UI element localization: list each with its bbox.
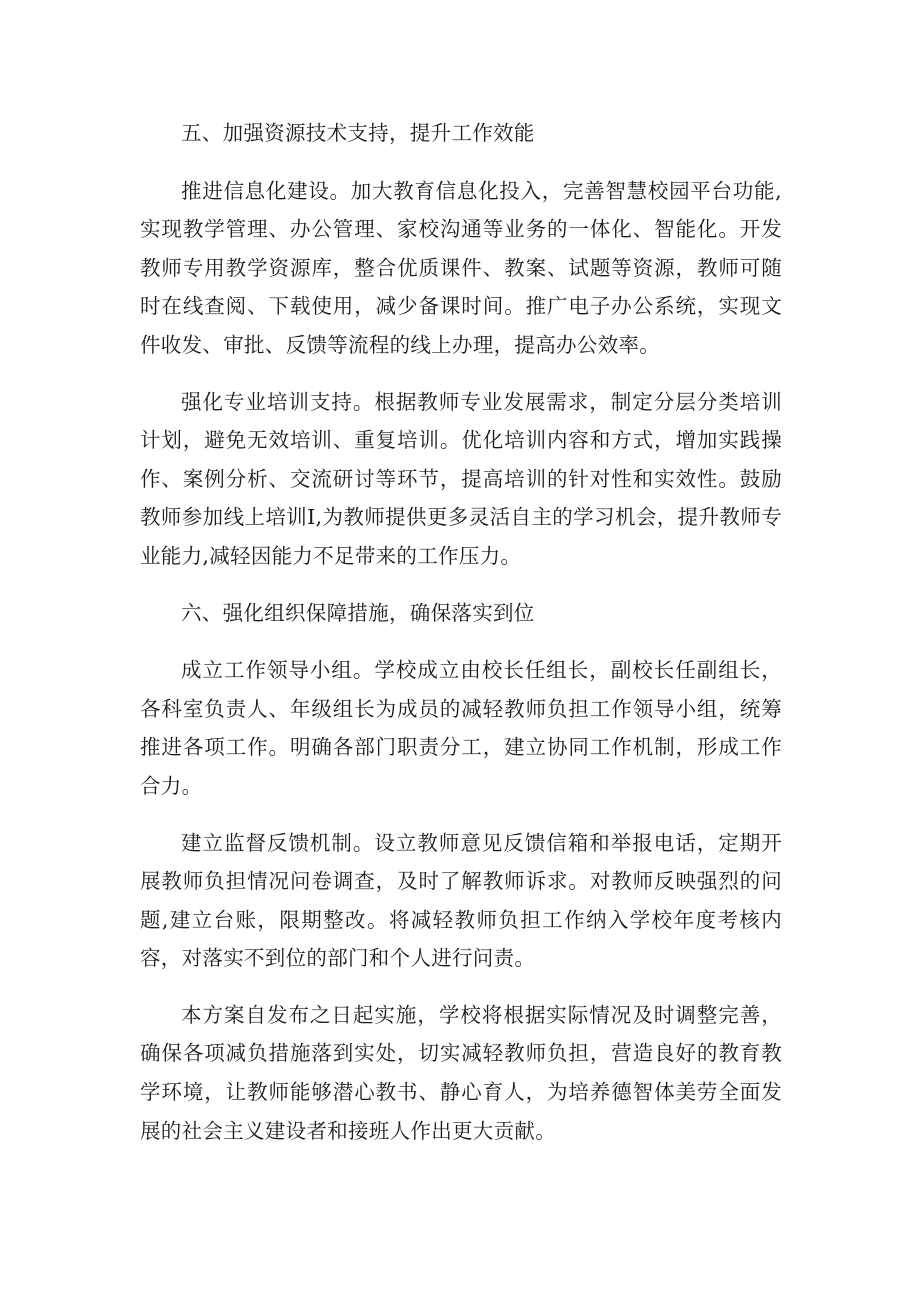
section-heading-6: 六、强化组织保障措施，确保落实到位: [181, 600, 535, 625]
paragraph-informatization: 推进信息化建设。加大教育信息化投入，完善智慧校园平台功能,实现教学管理、办公管理、家校沟通等业务的一体化、智能化。开发教师专用教学资源库，整合优质课件、教案、试题等资源，教师可随时在线查阅、下载使用，减少备课时间。推广电子办公系统，实现文件收发、审批、反馈等流程的线上办理，提高办公效率。: [140, 178, 782, 357]
paragraph-leadership-group: 成立工作领导小组。学校成立由校长任组长，副校长任副组长，各科室负责人、年级组长为成员的减轻教师负担工作领导小组，统筹推进各项工作。明确各部门职责分工，建立协同工作机制，形成工作合力。: [140, 658, 782, 798]
paragraph-implementation: 本方案自发布之日起实施，学校将根据实际情况及时调整完善，确保各项减负措施落到实处，切实减轻教师负担，营造良好的教育教学环境，让教师能够潜心教书、静心育人，为培养德智体美劳全面发展的社会主义建设者和接班人作出更大贡献。: [140, 1002, 782, 1143]
paragraph-supervision: 建立监督反馈机制。设立教师意见反馈信箱和举报电话，定期开展教师负担情况问卷调查，及时了解教师诉求。对教师反映强烈的问题,建立台账，限期整改。将减轻教师负担工作纳入学校年度考核内容，对落实不到位的部门和个人进行问责。: [140, 830, 782, 971]
paragraph-training: 强化专业培训支持。根据教师专业发展需求，制定分层分类培训计划，避免无效培训、重复培训。优化培训内容和方式，增加实践操作、案例分析、交流研讨等环节，提高培训的针对性和实效性。鼓励教师参加线上培训I,为教师提供更多灵活自主的学习机会，提升教师专业能力,减轻因能力不足带来的工作压力。: [140, 389, 782, 568]
section-heading-5: 五、加强资源技术支持，提升工作效能: [181, 121, 535, 145]
document-page: [140, 114, 782, 1168]
